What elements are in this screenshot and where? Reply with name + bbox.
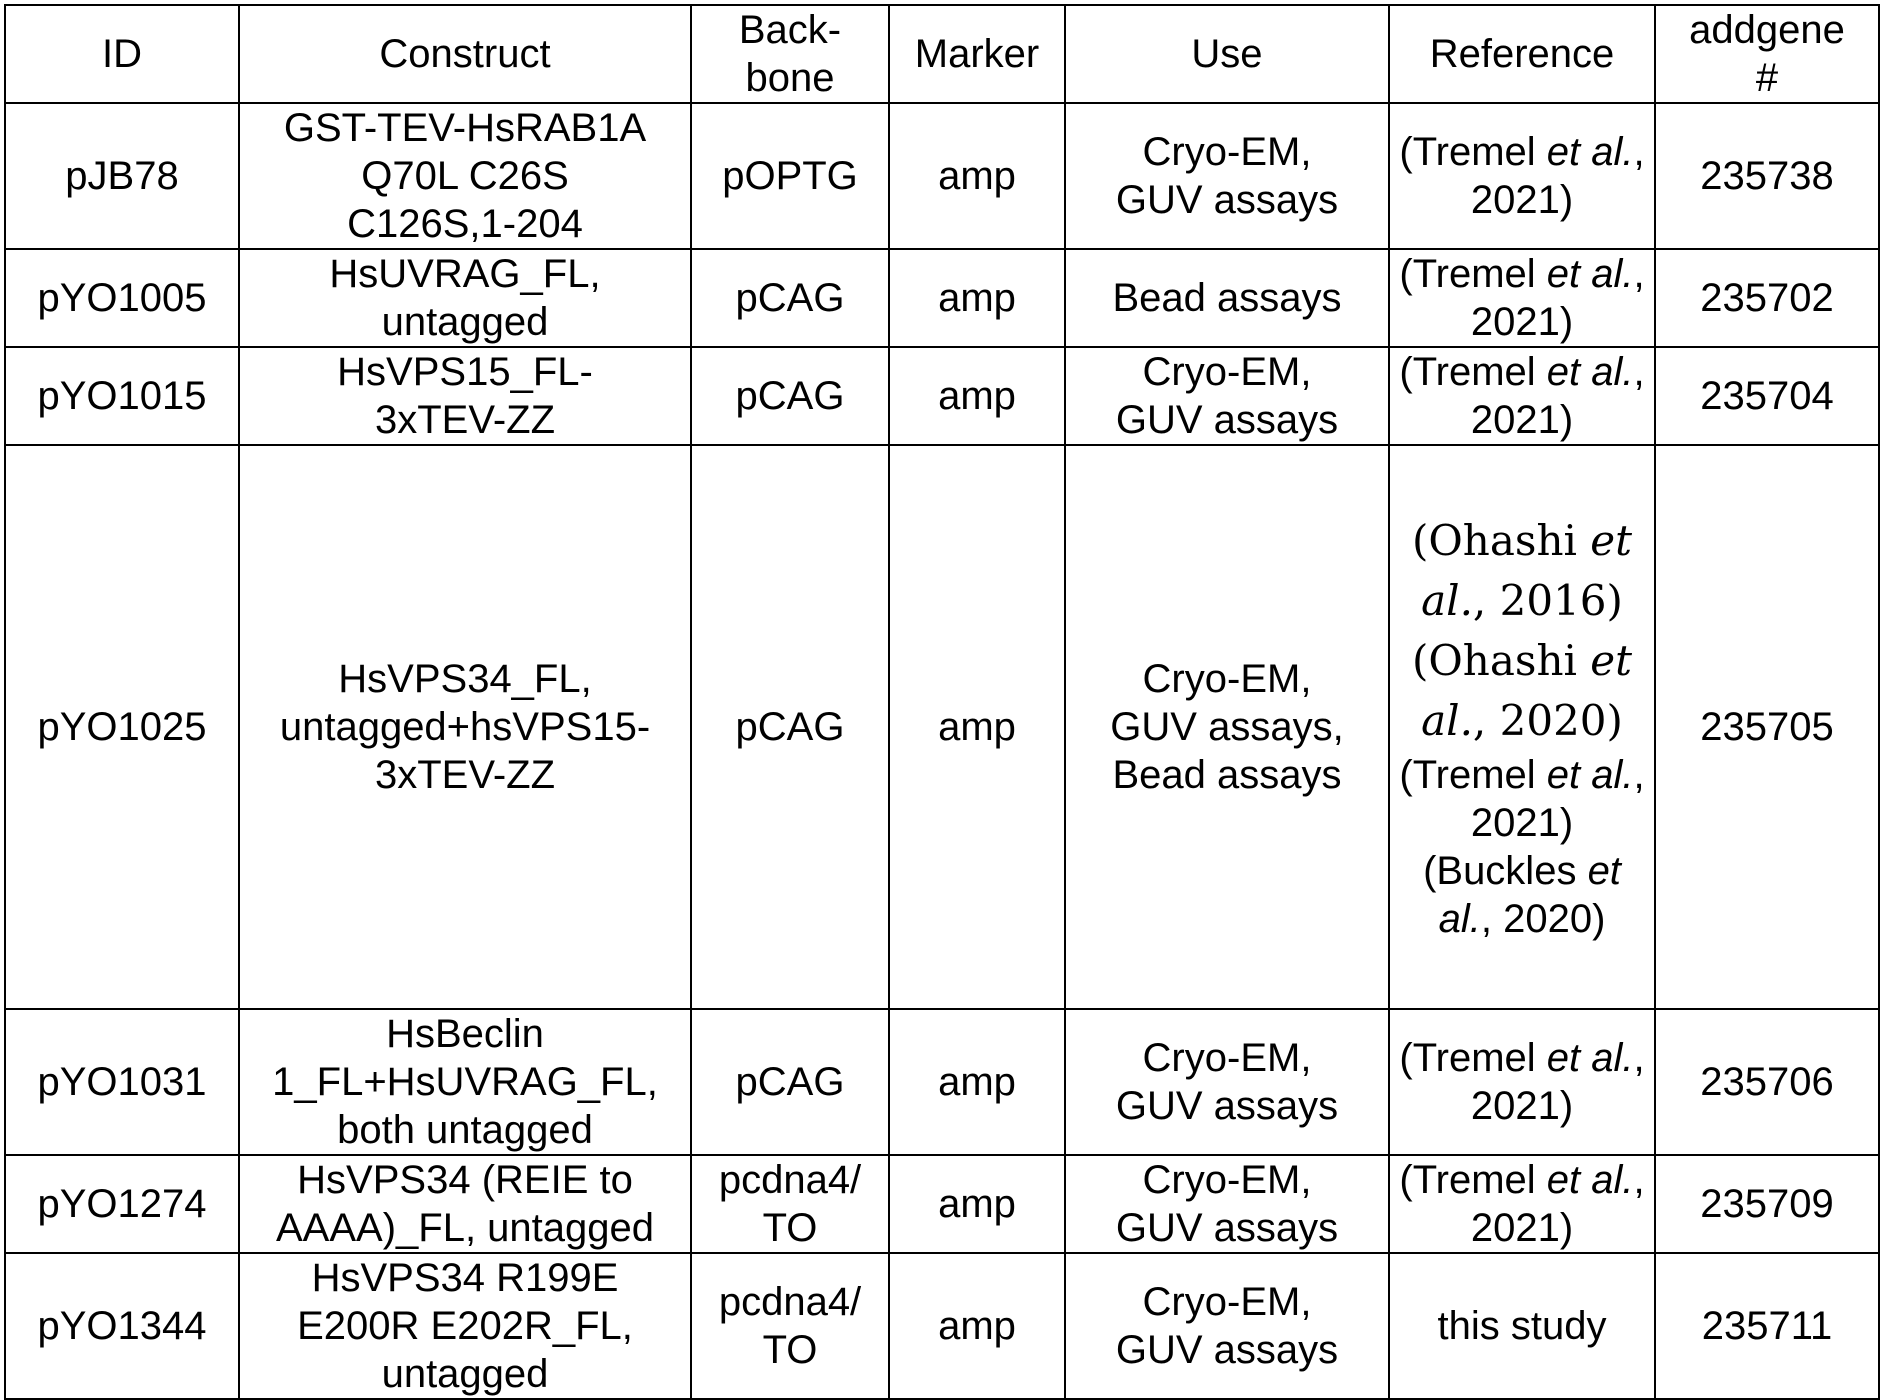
cell-id: pYO1015: [5, 347, 239, 445]
cell-addgene: 235705: [1655, 445, 1879, 1009]
cell-reference: [1389, 103, 1655, 249]
reference-citation: [1394, 250, 1650, 346]
cell-marker: amp: [889, 249, 1065, 347]
cell-construct: GST-TEV-HsRAB1A Q70L C26S C126S,1-204: [239, 103, 691, 249]
reference-citation: this study: [1437, 1304, 1607, 1348]
cell-reference: [1389, 249, 1655, 347]
table-row: [5, 1155, 1879, 1253]
table-row: [5, 347, 1879, 445]
header-addgene: addgene #: [1655, 5, 1879, 103]
cell-addgene: 235704: [1655, 347, 1879, 445]
cell-reference: [1389, 445, 1655, 1009]
citation-etal: et al.: [1546, 753, 1634, 797]
reference-citation: [1394, 1156, 1650, 1252]
citation-year: , 2016): [1472, 576, 1623, 625]
cell-use: Cryo-EM, GUV assays: [1065, 103, 1389, 249]
cell-construct: HsVPS34 R199E E200R E202R_FL, untagged: [239, 1253, 691, 1399]
cell-marker: amp: [889, 1253, 1065, 1399]
header-row: [5, 5, 1879, 103]
cell-backbone: pCAG: [691, 249, 889, 347]
cell-use: Cryo-EM, GUV assays: [1065, 1155, 1389, 1253]
cell-construct: HsVPS15_FL- 3xTEV-ZZ: [239, 347, 691, 445]
cell-id: pJB78: [5, 103, 239, 249]
cell-addgene: 235738: [1655, 103, 1879, 249]
header-use: Use: [1065, 5, 1389, 103]
reference-citation: [1394, 751, 1650, 847]
citation-year: , 2021): [1470, 130, 1645, 222]
table-row: [5, 1009, 1879, 1155]
header-id: ID: [5, 5, 239, 103]
citation-year: , 2021): [1470, 252, 1645, 344]
cell-id: pYO1005: [5, 249, 239, 347]
table-body: [5, 103, 1879, 1399]
citation-year: , 2021): [1470, 1158, 1645, 1250]
reference-citation: [1394, 348, 1650, 444]
cell-marker: amp: [889, 1009, 1065, 1155]
cell-backbone: pcdna4/ TO: [691, 1253, 889, 1399]
table-row: [5, 249, 1879, 347]
table-row: [5, 103, 1879, 249]
cell-id: pYO1344: [5, 1253, 239, 1399]
cell-construct: HsVPS34 (REIE to AAAA)_FL, untagged: [239, 1155, 691, 1253]
cell-id: pYO1274: [5, 1155, 239, 1253]
table-row: [5, 445, 1879, 1009]
header-reference: Reference: [1389, 5, 1655, 103]
cell-marker: amp: [889, 445, 1065, 1009]
citation-author: (Tremel: [1399, 1158, 1547, 1202]
citation-author: (Tremel: [1399, 350, 1547, 394]
citation-author: (Tremel: [1399, 252, 1547, 296]
cell-use: Cryo-EM, GUV assays: [1065, 347, 1389, 445]
header-backbone: Back- bone: [691, 5, 889, 103]
cell-addgene: 235706: [1655, 1009, 1879, 1155]
citation-year: , 2021): [1470, 350, 1645, 442]
citation-etal: et al.: [1421, 516, 1633, 625]
citation-etal: et al.: [1546, 1036, 1634, 1080]
reference-citation: [1394, 511, 1650, 631]
citation-etal: et al.: [1546, 130, 1634, 174]
cell-backbone: pCAG: [691, 445, 889, 1009]
cell-backbone: pOPTG: [691, 103, 889, 249]
cell-construct: HsVPS34_FL, untagged+hsVPS15- 3xTEV-ZZ: [239, 445, 691, 1009]
cell-reference: [1389, 347, 1655, 445]
cell-reference: [1389, 1155, 1655, 1253]
citation-year: , 2021): [1470, 753, 1645, 845]
header-construct: Construct: [239, 5, 691, 103]
cell-addgene: 235711: [1655, 1253, 1879, 1399]
cell-id: pYO1025: [5, 445, 239, 1009]
cell-addgene: 235702: [1655, 249, 1879, 347]
citation-etal: et al.: [1546, 1158, 1634, 1202]
citation-etal: et al.: [1546, 252, 1634, 296]
cell-construct: HsUVRAG_FL, untagged: [239, 249, 691, 347]
cell-use: Bead assays: [1065, 249, 1389, 347]
cell-marker: amp: [889, 1155, 1065, 1253]
cell-use: Cryo-EM, GUV assays: [1065, 1009, 1389, 1155]
citation-year: , 2021): [1470, 1036, 1645, 1128]
reference-citation: [1394, 128, 1650, 224]
reference-citation: [1394, 847, 1650, 943]
header-marker: Marker: [889, 5, 1065, 103]
citation-author: (Tremel: [1399, 753, 1547, 797]
cell-backbone: pCAG: [691, 1009, 889, 1155]
citation-year: , 2020): [1480, 897, 1606, 941]
cell-reference: [1389, 1253, 1655, 1399]
cell-marker: amp: [889, 347, 1065, 445]
citation-etal: et al.: [1438, 849, 1621, 941]
cell-backbone: pcdna4/ TO: [691, 1155, 889, 1253]
citation-author: (Ohashi: [1411, 516, 1591, 565]
citation-author: (Ohashi: [1411, 636, 1591, 685]
cell-use: Cryo-EM, GUV assays: [1065, 1253, 1389, 1399]
cell-id: pYO1031: [5, 1009, 239, 1155]
citation-etal: et al.: [1546, 350, 1634, 394]
cell-use: Cryo-EM, GUV assays, Bead assays: [1065, 445, 1389, 1009]
cell-marker: amp: [889, 103, 1065, 249]
table-row: [5, 1253, 1879, 1399]
citation-author: (Buckles: [1423, 849, 1588, 893]
cell-addgene: 235709: [1655, 1155, 1879, 1253]
plasmid-table: [4, 4, 1880, 1400]
citation-etal: et al.: [1421, 636, 1633, 745]
reference-citation: [1394, 1034, 1650, 1130]
cell-construct: HsBeclin 1_FL+HsUVRAG_FL, both untagged: [239, 1009, 691, 1155]
cell-reference: [1389, 1009, 1655, 1155]
cell-backbone: pCAG: [691, 347, 889, 445]
citation-year: , 2020): [1472, 696, 1623, 745]
citation-author: (Tremel: [1399, 130, 1547, 174]
citation-author: (Tremel: [1399, 1036, 1547, 1080]
reference-citation: [1394, 631, 1650, 751]
